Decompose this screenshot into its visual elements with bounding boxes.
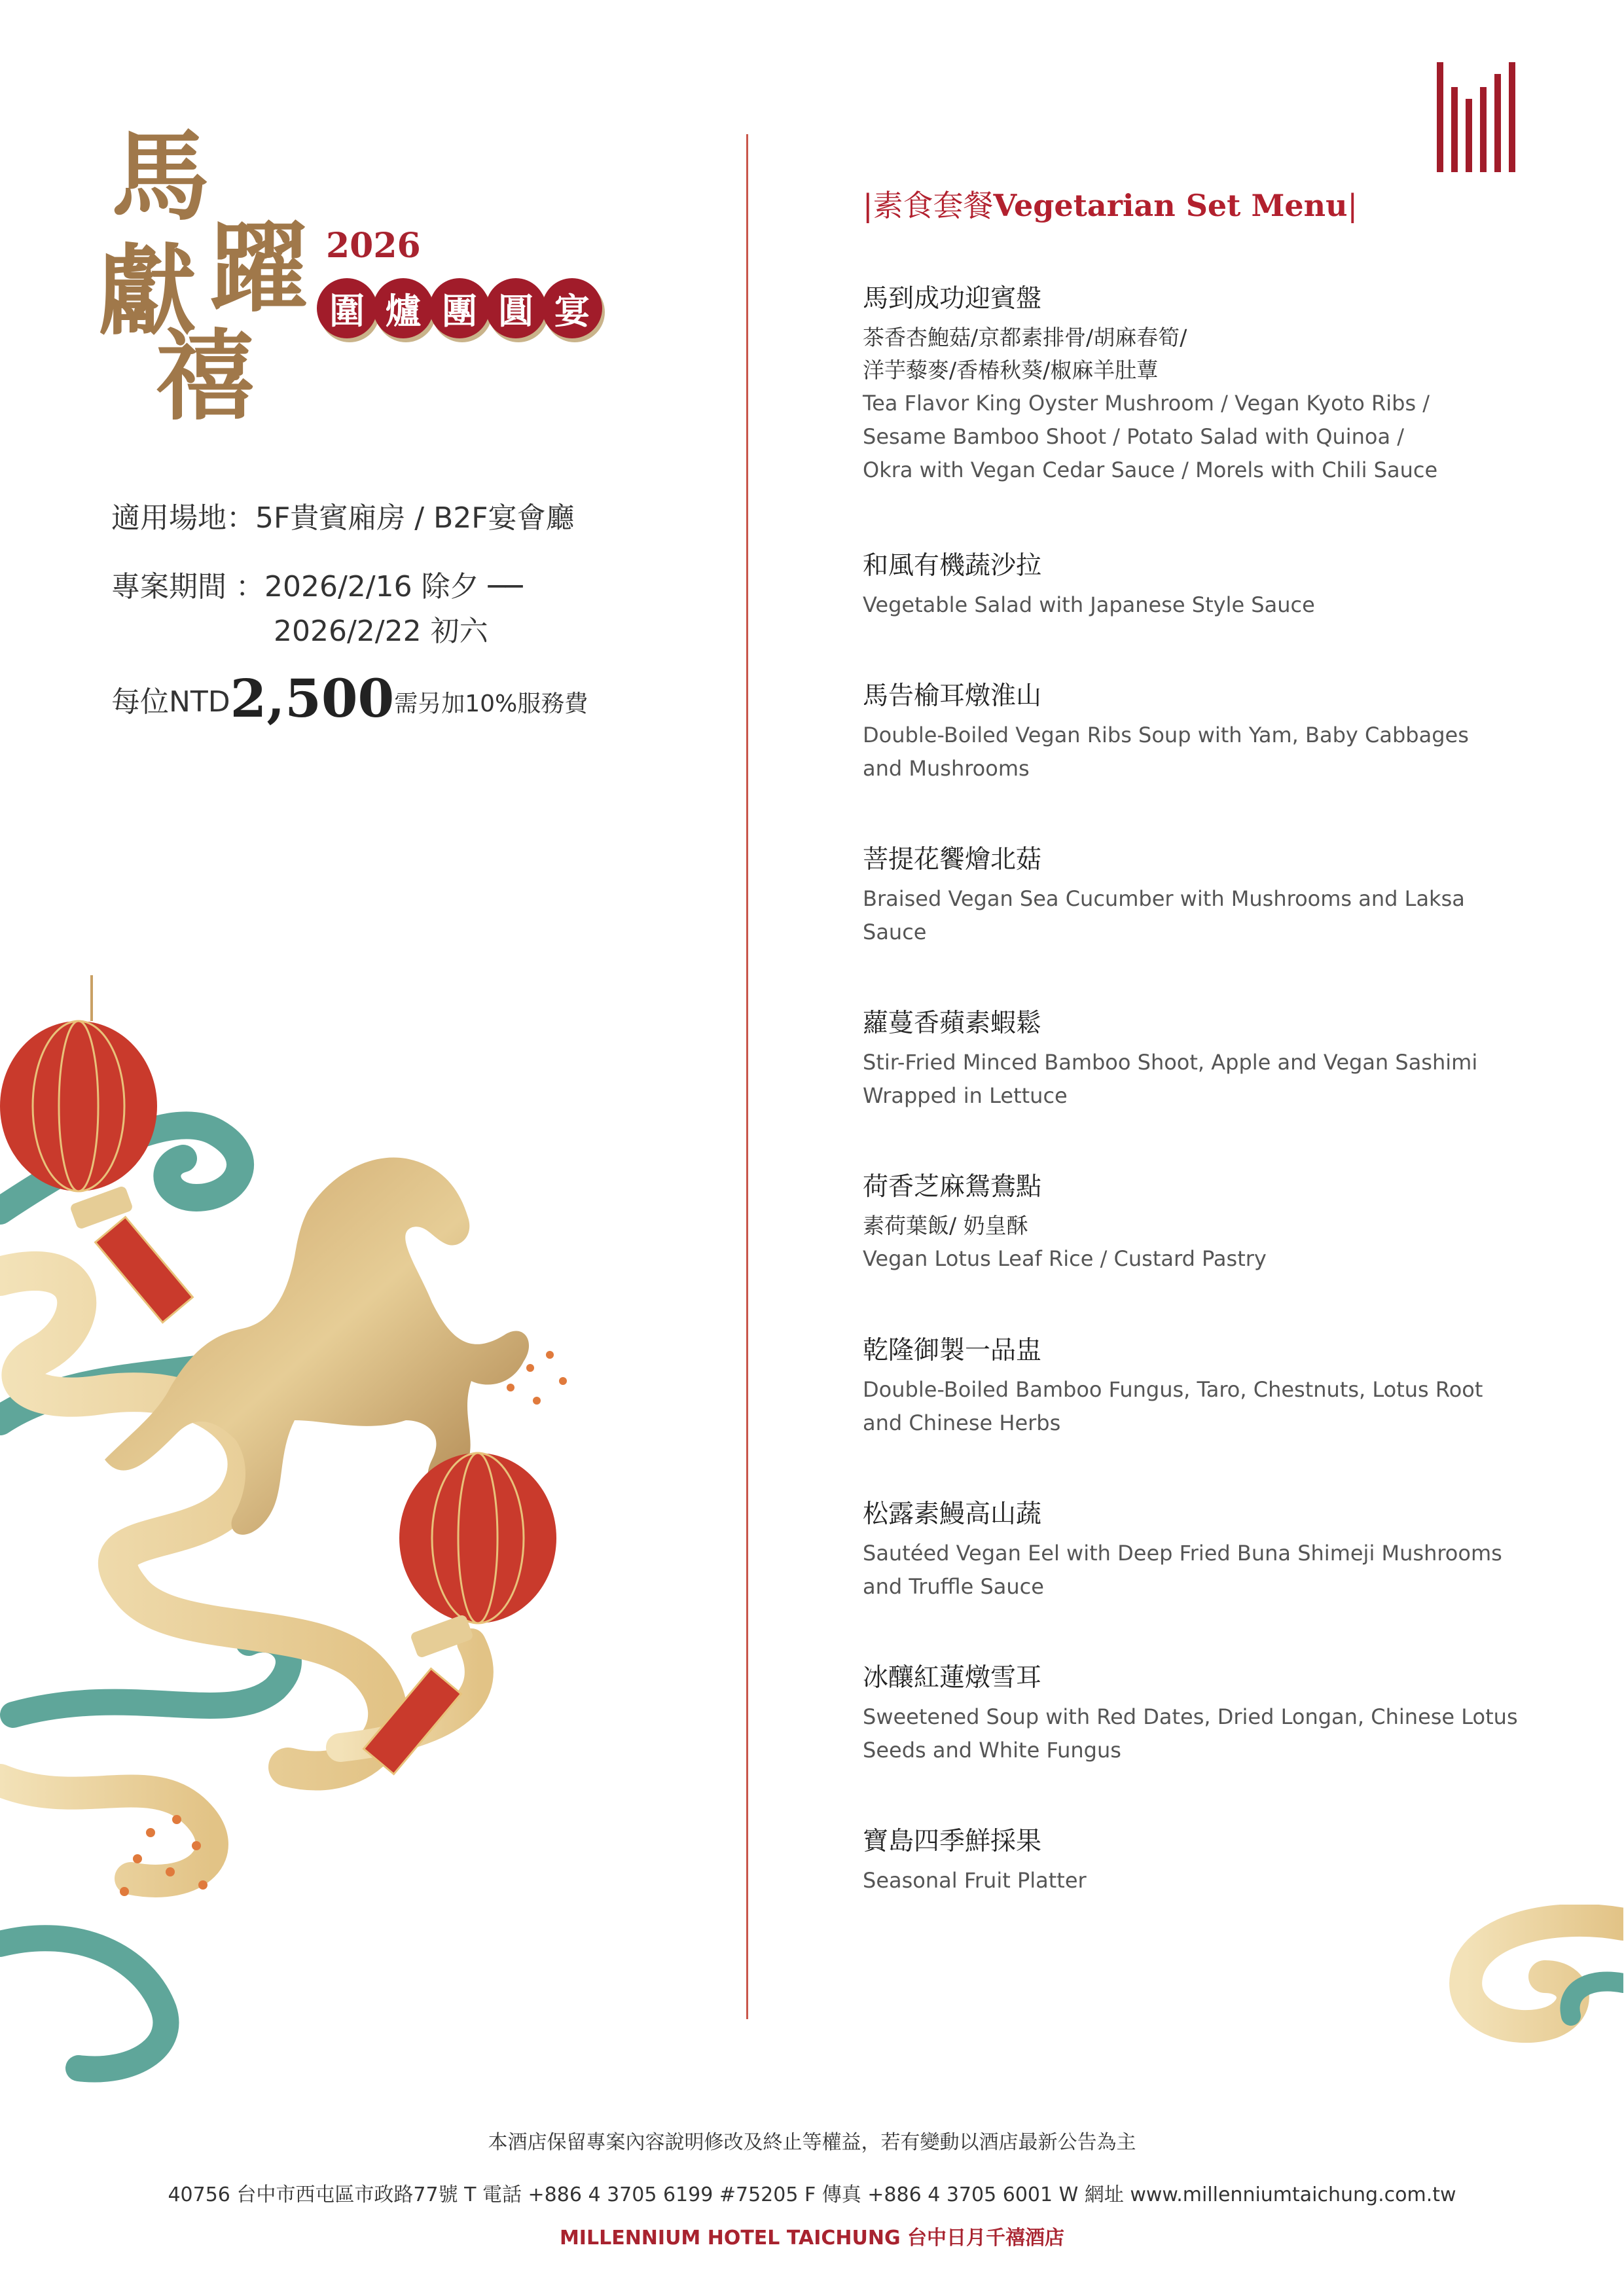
dish-name-en: and Truffle Sauce [863,1574,1044,1599]
price-prefix: 每位NTD [111,685,230,719]
dish-name-en: and Mushrooms [863,756,1030,781]
dish-name-en: Stir-Fried Minced Bamboo Shoot, Apple and Vegan Sashimi [863,1050,1478,1075]
menu-item [863,278,1570,487]
footer-contact: 40756 台中市西屯區市政路77號 T 電話 +886 4 3705 6199 #75205 F 傳真 +886 4 3705 6001 W 網址 www.millenniumtaichung.com.tw [168,2183,1456,2206]
banquet-char: 爐 [373,278,433,338]
dish-name-zh: 和風有機蔬沙拉 [863,551,1042,581]
banquet-char: 團 [429,278,490,338]
title-char-2: 獻 [98,234,197,349]
footer-hotel-name: MILLENNIUM HOTEL TAICHUNG 台中日月千禧酒店 [559,2227,1065,2250]
period-line-2: 2026/2/22 初六 [274,615,488,648]
title-char-1: 馬 [111,119,210,234]
banquet-char: 圍 [317,278,377,338]
banquet-badge [321,278,602,338]
banquet-char: 圓 [486,278,546,338]
dish-name-zh: 寶島四季鮮採果 [863,1827,1042,1856]
venue-text: 適用場地：5F貴賓廂房 / B2F宴會廳 [111,501,575,535]
price-value: 2,500 [230,668,395,729]
dish-name-zh: 乾隆御製一品盅 [863,1336,1042,1365]
banquet-char: 宴 [542,278,602,338]
menu-item [863,839,1570,949]
cloud-decoration [1381,1905,1623,2075]
footer-notice: 本酒店保留專案內容說明修改及終止等權益，若有變動以酒店最新公告為主 [488,2131,1136,2154]
dish-name-en: Vegetable Salad with Japanese Style Sauce [863,592,1315,617]
dish-name-en: Sweetened Soup with Red Dates, Dried Longan, Chinese Lotus [863,1704,1518,1729]
menu-item [863,1821,1570,1897]
year-label: 2026 [326,226,421,266]
period-line-1: 專案期間 ：2026/2/16 除夕 ── [111,570,523,603]
dish-name-zh: 馬到成功迎賓盤 [863,284,1042,314]
dish-name-en: and Chinese Herbs [863,1410,1061,1435]
menu-item [863,1166,1570,1276]
menu-title-bar: | [1347,188,1358,223]
menu-item [863,1494,1570,1604]
dish-name-en: Sesame Bamboo Shoot / Potato Salad with Quinoa / [863,424,1405,449]
menu-title-zh: |素食套餐 [863,188,994,223]
dish-name-zh: 菩提花饗燴北菇 [863,845,1042,874]
dish-name-en: Seasonal Fruit Platter [863,1868,1087,1893]
dish-name-zh: 荷香芝麻鴛鴦點 [863,1172,1042,1202]
menu-title-en: Vegetarian Set Menu [993,188,1348,223]
dish-name-en: Vegan Lotus Leaf Rice / Custard Pastry [863,1246,1267,1271]
dish-name-en: Double-Boiled Bamboo Fungus, Taro, Chestnuts, Lotus Root [863,1377,1483,1402]
dish-sub-zh: 洋芋藜麥/香椿秋葵/椒麻羊肚蕈 [863,357,1159,383]
title-char-4: 禧 [156,319,255,434]
menu-item [863,675,1570,785]
dish-name-zh: 蘿蔓香蘋素蝦鬆 [863,1009,1042,1038]
dish-name-en: Seeds and White Fungus [863,1738,1121,1763]
dish-sub-zh: 茶香杏鮑菇/京都素排骨/胡麻春筍/ [863,325,1187,350]
dish-name-en: Braised Vegan Sea Cucumber with Mushrooms and Laksa [863,886,1465,911]
menu-item [863,1657,1570,1767]
menu-item [863,1003,1570,1113]
menu-title [863,182,1358,225]
vertical-divider [746,134,748,2019]
price-suffix: 需另加10%服務費 [394,691,588,717]
dish-name-en: Sautéed Vegan Eel with Deep Fried Buna Shimeji Mushrooms [863,1541,1502,1566]
dish-name-zh: 馬告榆耳燉淮山 [863,681,1042,711]
hotel-logo [1437,62,1515,172]
title-char-3: 躍 [209,211,308,326]
dish-name-en: Tea Flavor King Oyster Mushroom / Vegan Kyoto Ribs / [863,391,1430,416]
dish-name-zh: 冰釀紅蓮燉雪耳 [863,1663,1042,1693]
horse-lantern-illustration [0,962,740,2108]
dish-name-en: Okra with Vegan Cedar Sauce / Morels with Chili Sauce [863,457,1438,482]
dish-name-en: Double-Boiled Vegan Ribs Soup with Yam, Baby Cabbages [863,723,1469,747]
dish-name-zh: 松露素鰻高山蔬 [863,1499,1042,1529]
dish-sub-zh: 素荷葉飯/ 奶皇酥 [863,1213,1028,1238]
dish-name-en: Sauce [863,920,927,944]
menu-item [863,1330,1570,1440]
dish-name-en: Wrapped in Lettuce [863,1083,1068,1108]
menu-item [863,545,1570,622]
price-line [111,668,588,729]
